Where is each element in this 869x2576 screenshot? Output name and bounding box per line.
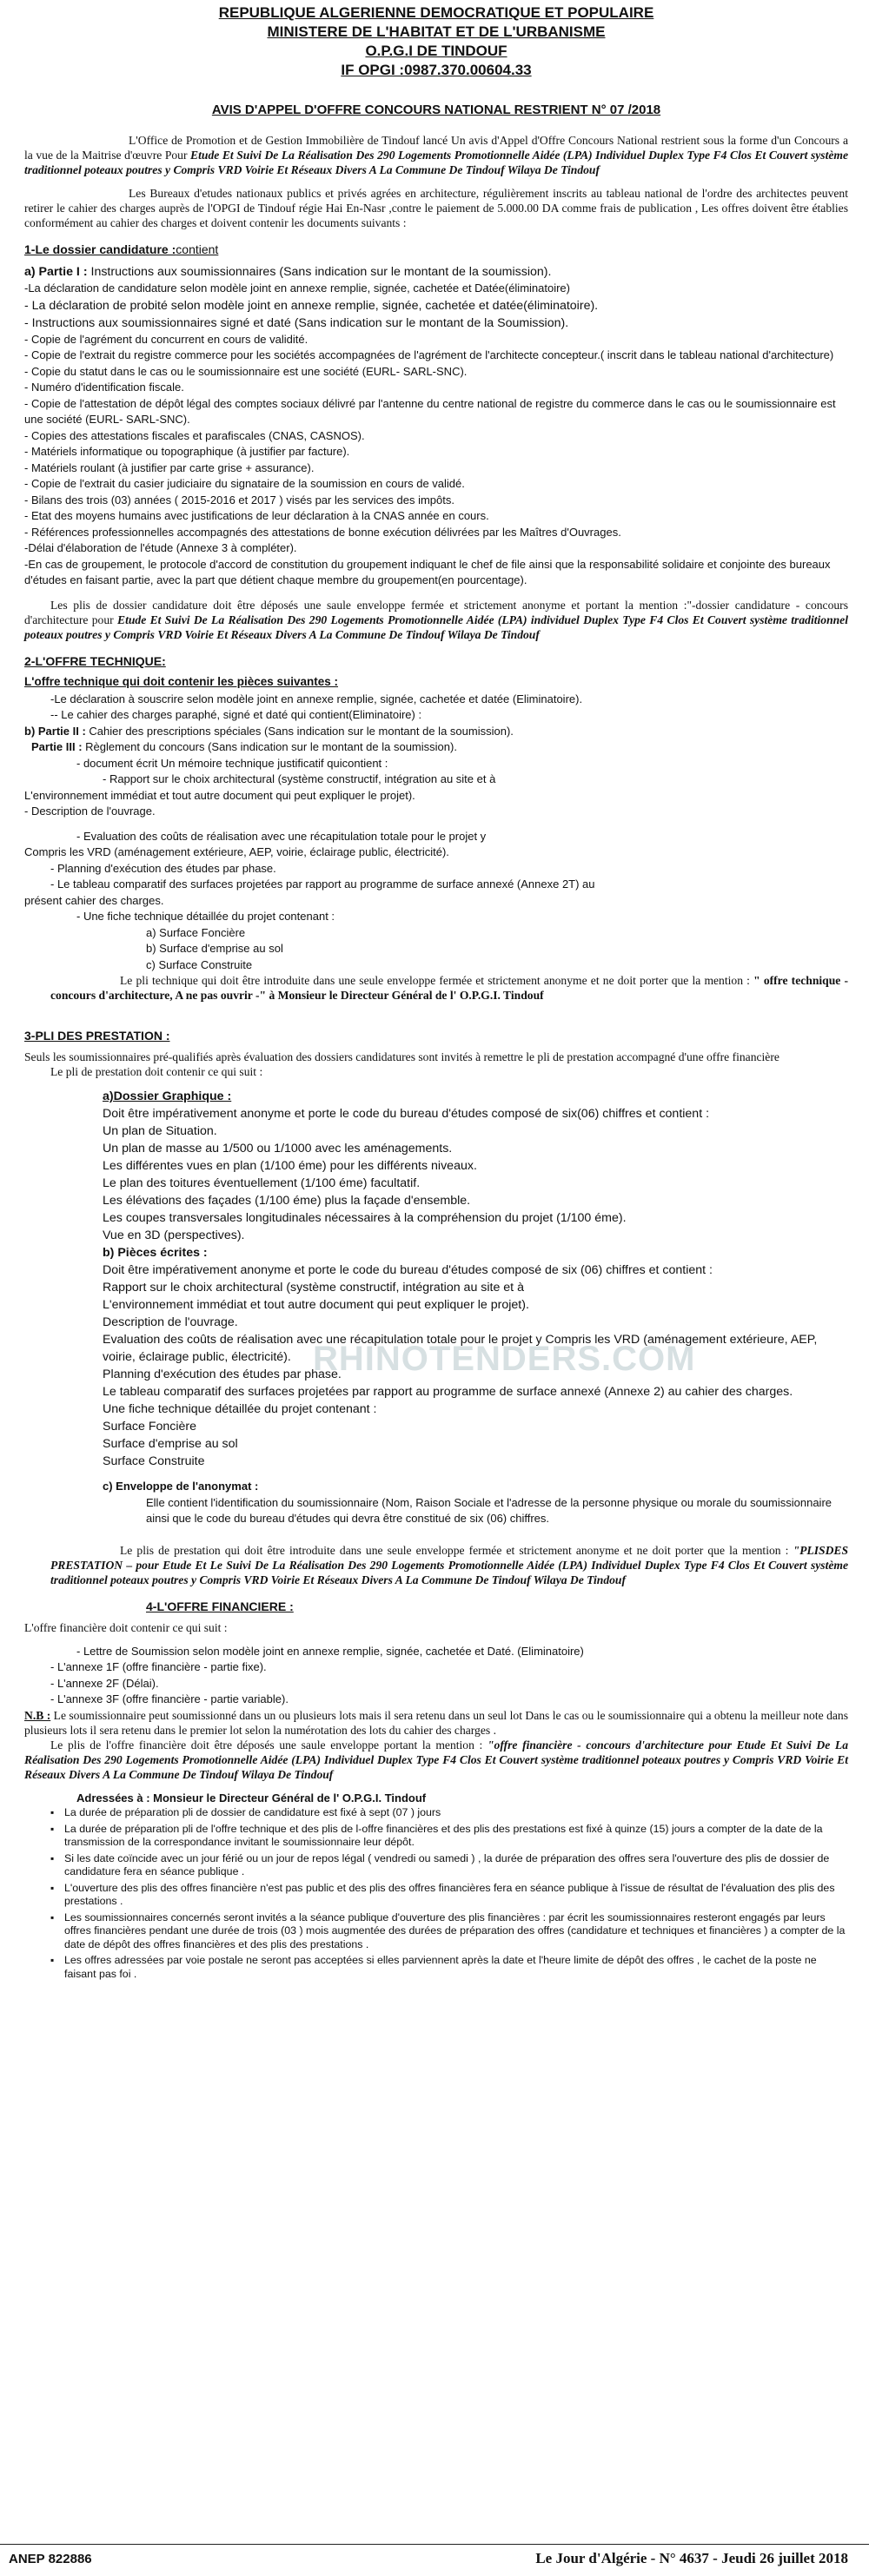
list-item: Doit être impérativement anonyme et porte le code du bureau d'études composé de six(06) chiffres et contient : xyxy=(103,1107,710,1121)
section-1-closing xyxy=(24,598,848,642)
partie-1 xyxy=(24,263,848,281)
list-item: ▪ Si les date coïncide avec un jour férié ou un jour de repos légal ( vendredi ou samedi ) , la durée de préparation des offres sera l'ouverture des plis de dossier de candidature fera en séance publique . xyxy=(64,1852,848,1879)
document-header xyxy=(24,3,848,80)
section-2-closing xyxy=(24,973,848,1003)
list-item: - Copie de l'attestation de dépôt légal des comptes sociaux délivré par l'antenne du centre national de registre du commerce dans le cas ou le soumissionnaire est une société (EURL- SARL-SNC). xyxy=(24,396,836,426)
list-item: Planning d'exécution des études par phase. xyxy=(103,1367,342,1381)
closing-project-name: "offre financière - concours d'architecture pour Etude Et Suivi De La Réalisation Des 290 Logements Promotionnelle Aidée (LPA) Individuel Duplex Type F4 Clos Et Couvert système traditionnel poteaux poutres y Compris VRD Voirie Et Réseaux Divers A La Commune De Tindouf Wilaya De Tindouf xyxy=(24,1738,849,1781)
list-item: Doit être impérativement anonyme et porte le code du bureau d'études composé de six (06) chiffres et contient : xyxy=(103,1263,713,1277)
list-item: Description de l'ouvrage. xyxy=(103,1315,238,1329)
list-item: - Le tableau comparatif des surfaces projetées par rapport au programme de surface annexé (Annexe 2T) au xyxy=(50,877,595,891)
journal-reference: Le Jour d'Algérie - N° 4637 - Jeudi 26 juillet 2018 xyxy=(535,2550,848,2566)
pieces-ecrites-label: b) Pièces écrites : xyxy=(103,1246,208,1260)
list-item: - Copie du statut dans le cas ou le soumissionnaire est une société (EURL- SARL-SNC). xyxy=(24,364,468,378)
list-item: -- Le cahier des charges paraphé, signé et daté qui contient(Eliminatoire) : xyxy=(50,708,422,721)
list-item: - Planning d'exécution des études par phase. xyxy=(50,861,276,875)
section-3-closing xyxy=(24,1543,848,1587)
list-item: b) Surface d'emprise au sol xyxy=(146,942,283,955)
list-item: - Numéro d'identification fiscale. xyxy=(24,381,184,394)
anep-reference: ANEP 822886 xyxy=(9,2552,92,2566)
partie-2 xyxy=(24,724,848,740)
nb-text: Le soumissionnaire peut soumissionné dans un ou plusieurs lots mais il sera retenu dans un seul lot Dans le cas ou le soumissionnaire qui a obtenu la meilleur note dans plusieurs lots il sera retenu dans le premier lot selon la numérotation des lots du cahier des charges . xyxy=(24,1708,848,1737)
list-item: - Une fiche technique détaillée du projet contenant : xyxy=(76,910,335,923)
list-item: -En cas de groupement, le protocole d'accord de constitution du groupement indiquant le chef de file ainsi que la responsabilité solidaire et conjointe des bureaux d'études en faisant partie, avec la part que détient chaque membre du groupement(en pourcentage). xyxy=(24,557,831,586)
list-item: Les coupes transversales longitudinales nécessaires à la compréhension du projet (1/100 éme). xyxy=(103,1211,627,1225)
partie-3-label: Partie III : xyxy=(31,740,83,753)
dossier-graphique-label: a)Dossier Graphique : xyxy=(103,1089,232,1103)
list-item: - Matériels roulant (à justifier par carte grise + assurance). xyxy=(24,460,315,474)
section-2-title: 2-L'OFFRE TECHNIQUE: xyxy=(24,653,166,668)
list-item: Les élévations des façades (1/100 éme) plus la façade d'ensemble. xyxy=(103,1194,471,1208)
partie-3-text: Règlement du concours (Sans indication sur le montant de la soumission). xyxy=(85,740,457,753)
closing-text: Le pli technique qui doit être introduite dans une seule enveloppe fermée et strictement anonyme et ne doit porter que la mention : xyxy=(120,974,750,987)
list-item: présent cahier des charges. xyxy=(24,893,164,907)
list-item: - L'annexe 1F (offre financière - partie fixe). xyxy=(50,1660,267,1673)
conditions-list xyxy=(24,1806,848,1981)
list-item: Une fiche technique détaillée du projet contenant : xyxy=(103,1402,377,1416)
list-item: Le plan des toitures éventuellement (1/100 éme) facultatif. xyxy=(103,1176,421,1190)
list-item: Les différentes vues en plan (1/100 éme) pour les différents niveaux. xyxy=(103,1159,477,1173)
list-item: -La déclaration de candidature selon modèle joint en annexe remplie, signée, cachetée et Datée(éliminatoire) xyxy=(24,281,570,295)
partie-1-label: a) Partie I : xyxy=(24,265,88,279)
list-item: Surface d'emprise au sol xyxy=(103,1437,238,1451)
list-item: - La déclaration de probité selon modèle joint en annexe remplie, signée, cachetée et datée(éliminatoire). xyxy=(24,298,599,313)
header-office: O.P.G.I DE TINDOUF xyxy=(365,43,507,59)
enveloppe-anonymat-text: Elle contient l'identification du soumissionnaire (Nom, Raison Sociale et l'adresse de la personne physique ou morale du soumissionnaire ainsi que le code du bureau d'études qui devra être constitué de six (06) chiffres. xyxy=(146,1495,833,1525)
list-item: -Délai d'élaboration de l'étude (Annexe 3 à compléter). xyxy=(24,541,297,554)
list-item: ▪ La durée de préparation pli de dossier de candidature est fixé à sept (07 ) jours xyxy=(64,1806,848,1820)
closing-text: Le plis de l'offre financière doit être déposés une saule enveloppe portant la mention : xyxy=(50,1738,483,1752)
list-item: Evaluation des coûts de réalisation avec une récapitulation totale pour le projet y Compris les VRD (aménagement extérieure, AEP, voirie, éclairage public, électricité). xyxy=(103,1333,818,1364)
list-item: Surface Construite xyxy=(103,1454,205,1468)
closing-project-name: Etude Et Suivi De La Réalisation Des 290 Logements Promotionnelle Aidée (LPA) individuel Duplex Type F4 Clos Et Couvert système traditionnel poteaux poutres y Compris VRD Voirie Et Réseaux Divers A La Commune De Tindouf Wilaya De Tindouf xyxy=(24,613,848,641)
list-item: - Copie de l'agrément du concurrent en cours de validité. xyxy=(24,332,308,346)
list-item: - Copie de l'extrait du casier judiciaire du signataire de la soumission en cours de validé. xyxy=(24,477,465,490)
list-item: ▪ La durée de préparation pli de l'offre technique et des plis de l-offre financières et des plis des prestations est fixé à quinze (15) jours a compter de la date de la transmission de la correspondance invitant le soumissionnaire leur dépôt. xyxy=(64,1823,848,1850)
section-1-list xyxy=(24,281,848,589)
list-item: Rapport sur le choix architectural (système constructif, intégration au site et à xyxy=(103,1281,524,1295)
list-item: Surface Foncière xyxy=(103,1420,197,1434)
closing-text: Le plis de prestation qui doit être introduite dans une seule enveloppe fermée et strictement anonyme et ne doit porter que la mention : xyxy=(120,1543,789,1557)
section-3-intro: Seuls les soumissionnaires pré-qualifiés après évaluation des dossiers candidatures sont invités à remettre le pli de prestation accompagné d'une offre financière xyxy=(24,1050,779,1063)
closing-project-name: "PLISDES PRESTATION – pour Etude Et Le Suivi De La Réalisation Des 290 Logements Promotionnelle Aidée (LPA) Individuel Duplex Type F4 Clos Et Couvert système traditionnel poteaux poutres y Compris VRD Voirie Et Réseaux Divers A La Commune De Tindouf Wilaya De Tindouf xyxy=(50,1543,849,1586)
list-item: - Etat des moyens humains avec justifications de leur déclaration à la CNAS année en cours. xyxy=(24,509,489,522)
list-item: - L'annexe 2F (Délai). xyxy=(50,1676,159,1690)
list-item: - Matériels informatique ou topographique (à justifier par facture). xyxy=(24,445,350,458)
section-4-intro: L'offre financière doit contenir ce qui suit : xyxy=(24,1620,228,1634)
list-item: - Copies des attestations fiscales et parafiscales (CNAS, CASNOS). xyxy=(24,428,365,442)
notice-title: AVIS D'APPEL D'OFFRE CONCOURS NATIONAL RESTRIENT N° 07 /2018 xyxy=(211,103,661,117)
intro-paragraph xyxy=(24,133,848,177)
partie-3 xyxy=(24,739,848,756)
list-item: - Instructions aux soumissionnaires signé et daté (Sans indication sur le montant de la Soumission). xyxy=(24,315,569,330)
list-item: ▪ Les offres adressées par voie postale ne seront pas acceptées si elles parviennent après la date et l'heure limite de dépôt des offres , le cachet de la poste ne faisant pas foi . xyxy=(64,1954,848,1981)
section-1-title xyxy=(24,242,848,256)
list-item: Le tableau comparatif des surfaces projetées par rapport au programme de surface annexé (Annexe 2) au cahier des charges. xyxy=(103,1385,793,1399)
list-item: - Références professionnelles accompagnés des attestations de bonne exécution délivrées par les Maîtres d'Ouvrages. xyxy=(24,525,621,539)
nb-label: N.B : xyxy=(24,1708,51,1722)
closing-text: Les plis de dossier candidature doit être déposés une saule enveloppe fermée et strictement anonyme et portant la mention :"-dossier candidature - concours d'architecture pour xyxy=(24,598,848,626)
nb-note xyxy=(24,1708,848,1738)
list-item: Un plan de Situation. xyxy=(103,1124,217,1138)
list-item: ▪ Les soumissionnaires concernés seront invités a la séance publique d'ouverture des plis financières : par écrit les soumissionnaires resteront engagés par leurs offres financières pendant une durée de trois (03 ) mois augmentée des durées de préparation des offres (candidature et techniques et financières ) a compter de la date de dépôt des offres financières et des plis des prestations . xyxy=(64,1911,848,1952)
list-item: Compris les VRD (aménagement extérieure, AEP, voirie, éclairage public, électricité). xyxy=(24,845,449,858)
list-item: L'environnement immédiat et tout autre document qui peut expliquer le projet). xyxy=(103,1298,529,1312)
list-item: - L'annexe 3F (offre financière - partie variable). xyxy=(50,1692,289,1705)
list-item: ▪ L'ouverture des plis des offres financière n'est pas public et des plis des offres financières fera en séance publique à l'issue de résultat de l'évaluation des plis des prestations . xyxy=(64,1882,848,1909)
header-fiscal-id: IF OPGI :0987.370.00604.33 xyxy=(341,62,532,78)
section-2-subtitle: L'offre technique qui doit contenir les pièces suivantes : xyxy=(24,674,339,688)
partie-2-label: b) Partie II : xyxy=(24,724,86,738)
intro-project-name: Etude Et Suivi De La Réalisation Des 290 Logements Promotionnelle Aidée (LPA) Individuel Duplex Type F4 Clos Et Couvert système traditionnel poteaux poutres y Compris VRD Voirie Et Réseaux Divers A La Commune De Tindouf Wilaya De Tindouf xyxy=(24,149,848,176)
address-line: Adressées à : Monsieur le Directeur Général de l' O.P.G.I. Tindouf xyxy=(76,1791,427,1805)
intro-text: L'Office de Promotion et de Gestion Immobilière de Tindouf lancé Un avis d'Appel d'Offre Concours National restrient sous la forme d'un Concours a la vue de la Maitrise d'œuvre Pour xyxy=(24,134,848,162)
header-ministry: MINISTERE DE L'HABITAT ET DE L'URBANISME xyxy=(267,23,606,40)
list-item: - document écrit Un mémoire technique justificatif quicontient : xyxy=(76,756,388,770)
page-footer xyxy=(0,2544,869,2576)
closing-mention: " offre technique - concours d'architecture, A ne pas ouvrir -" à Monsieur le Directeur Général de l' O.P.G.I. Tindouf xyxy=(50,974,849,1002)
section-4-closing xyxy=(24,1738,848,1782)
list-item: - Lettre de Soumission selon modèle joint en annexe remplie, signée, cachetée et Daté. (Eliminatoire) xyxy=(76,1644,584,1658)
section-4-title: 4-L'OFFRE FINANCIERE : xyxy=(146,1599,294,1613)
section-1-suffix: contient xyxy=(176,242,219,256)
list-item: a) Surface Foncière xyxy=(146,925,246,939)
list-item: - Copie de l'extrait du registre commerce pour les sociétés accompagnées de l'agrément de l'architecte concepteur.( inscrit dans le tableau national d'architecture) xyxy=(24,348,834,361)
section-1-label: 1-Le dossier candidature : xyxy=(24,242,176,256)
partie-2-text: Cahier des prescriptions spéciales (Sans indication sur le montant de la soumission). xyxy=(89,724,514,738)
list-item: - Rapport sur le choix architectural (système constructif, intégration au site et à xyxy=(103,772,496,785)
list-item: c) Surface Construite xyxy=(146,957,253,971)
list-item: -Le déclaration à souscrire selon modèle joint en annexe remplie, signée, cachetée et datée (Eliminatoire). xyxy=(50,692,583,705)
section-3-title: 3-PLI DES PRESTATION : xyxy=(24,1029,170,1043)
partie-1-text: Instructions aux soumissionnaires (Sans indication sur le montant de la soumission). xyxy=(90,265,552,279)
section-3-intro-2: Le pli de prestation doit contenir ce qui suit : xyxy=(50,1065,263,1078)
intro-paragraph-2: Les Bureaux d'etudes nationaux publics et privés agrées en architecture, régulièrement inscrits au tableau national de l'ordre des architectes peuvent retirer le cahier des charges auprès de l'OPGI de Tindouf régie Hai En-Nasr ,contre le paiement de 5.000.00 DA comme frais de publication , Les offres doivent être établies conformément au cahier des charges et doivent contenir les documents suivants : xyxy=(24,187,848,229)
list-item: L'environnement immédiat et tout autre document qui peut expliquer le projet). xyxy=(24,788,415,802)
list-item: - Evaluation des coûts de réalisation avec une récapitulation totale pour le projet y xyxy=(76,829,487,843)
list-item: - Description de l'ouvrage. xyxy=(24,805,156,818)
header-republic: REPUBLIQUE ALGERIENNE DEMOCRATIQUE ET POPULAIRE xyxy=(218,4,654,21)
list-item: - Bilans des trois (03) années ( 2015-2016 et 2017 ) visés par les services des impôts. xyxy=(24,493,454,507)
watermark: RHINOTENDERS.COM xyxy=(313,1340,696,1378)
list-item: Vue en 3D (perspectives). xyxy=(103,1228,245,1242)
enveloppe-anonymat-label: c) Enveloppe de l'anonymat : xyxy=(103,1480,259,1493)
list-item: Un plan de masse au 1/500 ou 1/1000 avec les aménagements. xyxy=(103,1142,453,1156)
